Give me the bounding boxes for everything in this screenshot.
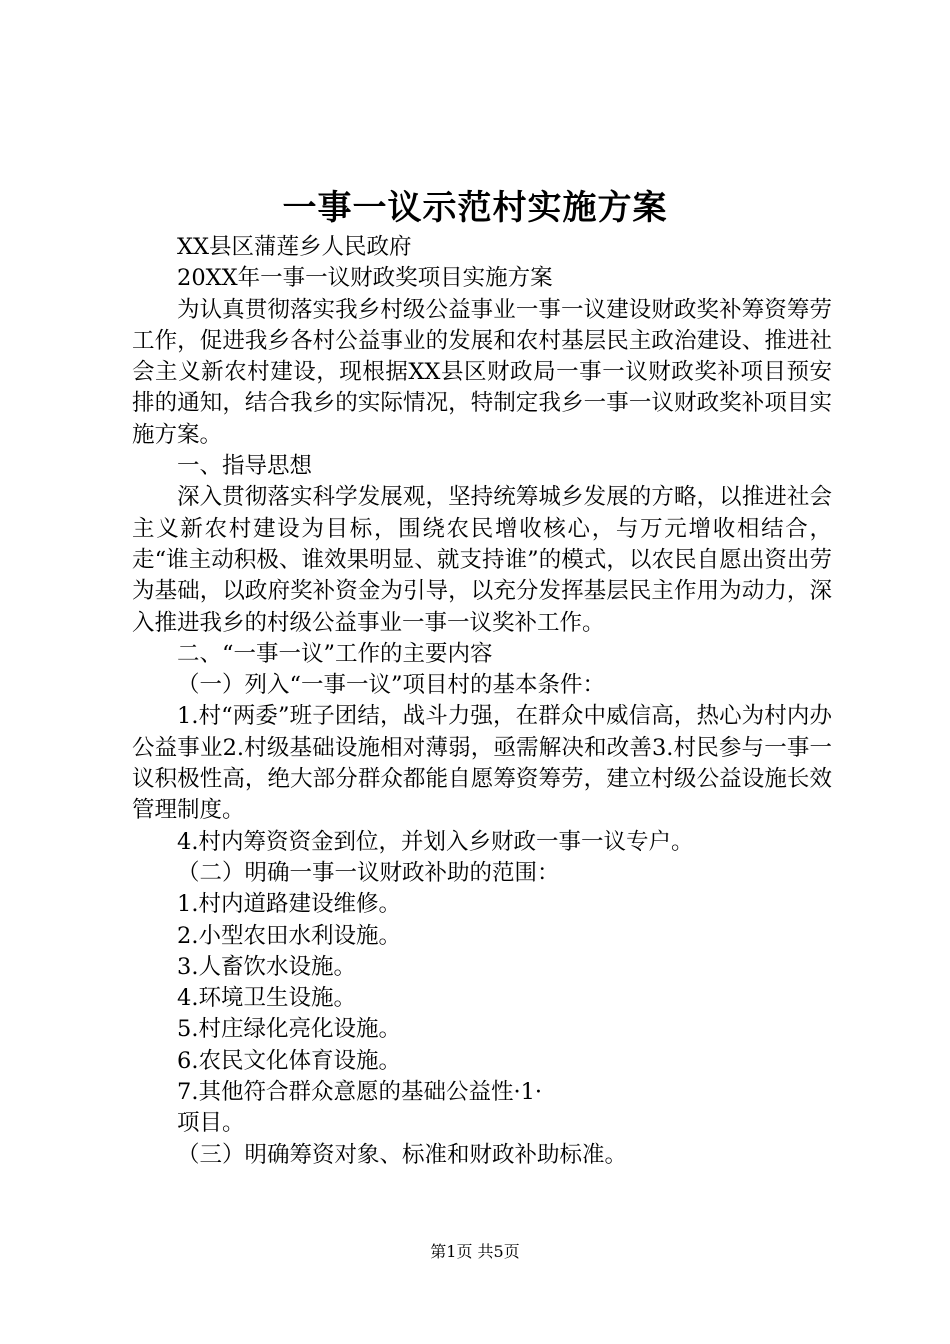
issuer-line: XX县区蒲莲乡人民政府 [177,234,412,260]
list-item: 2.小型农田水利设施。 [177,922,401,949]
plan-subtitle: 20XX年一事一议财政奖项目实施方案 [177,265,553,292]
document-title: 一事一议示范村实施方案 [282,188,668,228]
list-item: 7.其他符合群众意愿的基础公益性·1· [177,1079,543,1106]
condition-item-4: 4.村内筹资资金到位，并划入乡财政一事一议专户。 [177,828,694,855]
list-item: 3.人畜饮水设施。 [177,953,356,980]
conditions-paragraph: 1.村“两委”班子团结，战斗力强，在群众中威信高，热心为村内办公益事业2.村级基础设施相对薄弱，亟需解决和改善3.村民参与一事一议积极性高，绝大部分群众都能自愿筹资筹劳，建立村级公益设施长效管理制度。 [132,703,832,824]
list-item: 6.农民文化体育设施。 [177,1047,401,1074]
section-heading-main-content: 二、“一事一议”工作的主要内容 [177,640,493,667]
list-item: 5.村庄绿化亮化设施。 [177,1016,401,1043]
list-item: 1.村内道路建设维修。 [177,891,401,918]
section-heading-guiding-ideology: 一、指导思想 [177,453,313,480]
list-item-continuation: 项目。 [177,1110,245,1137]
intro-paragraph: 为认真贯彻落实我乡村级公益事业一事一议建设财政奖补筹资筹劳工作，促进我乡各村公益事业的发展和农村基层民主政治建设、推进社会主义新农村建设，现根据XX县区财政局一事一议财政奖补项目预安排的通知，结合我乡的实际情况，特制定我乡一事一议财政奖补项目实施方案。 [132,296,832,448]
page-footer: 第1页 共5页 [430,1242,520,1261]
guiding-ideology-paragraph: 深入贯彻落实科学发展观，坚持统筹城乡发展的方略，以推进社会主义新农村建设为目标，围绕农民增收核心，与万元增收相结合，走“谁主动积极、谁效果明显、就支持谁”的模式，以农民自愿出资出劳为基础，以政府奖补资金为引导，以充分发挥基层民主作用为动力，深入推进我乡的村级公益事业一事一议奖补工作。 [132,484,832,636]
list-item: 4.环境卫生设施。 [177,985,356,1012]
subsection-heading-subsidy-scope: （二）明确一事一议财政补助的范围： [177,859,560,886]
subsection-heading-funding-standards: （三）明确筹资对象、标准和财政补助标准。 [177,1141,628,1168]
subsection-heading-basic-conditions: （一）列入“一事一议”项目村的基本条件： [177,672,606,699]
document-body [132,232,832,1171]
